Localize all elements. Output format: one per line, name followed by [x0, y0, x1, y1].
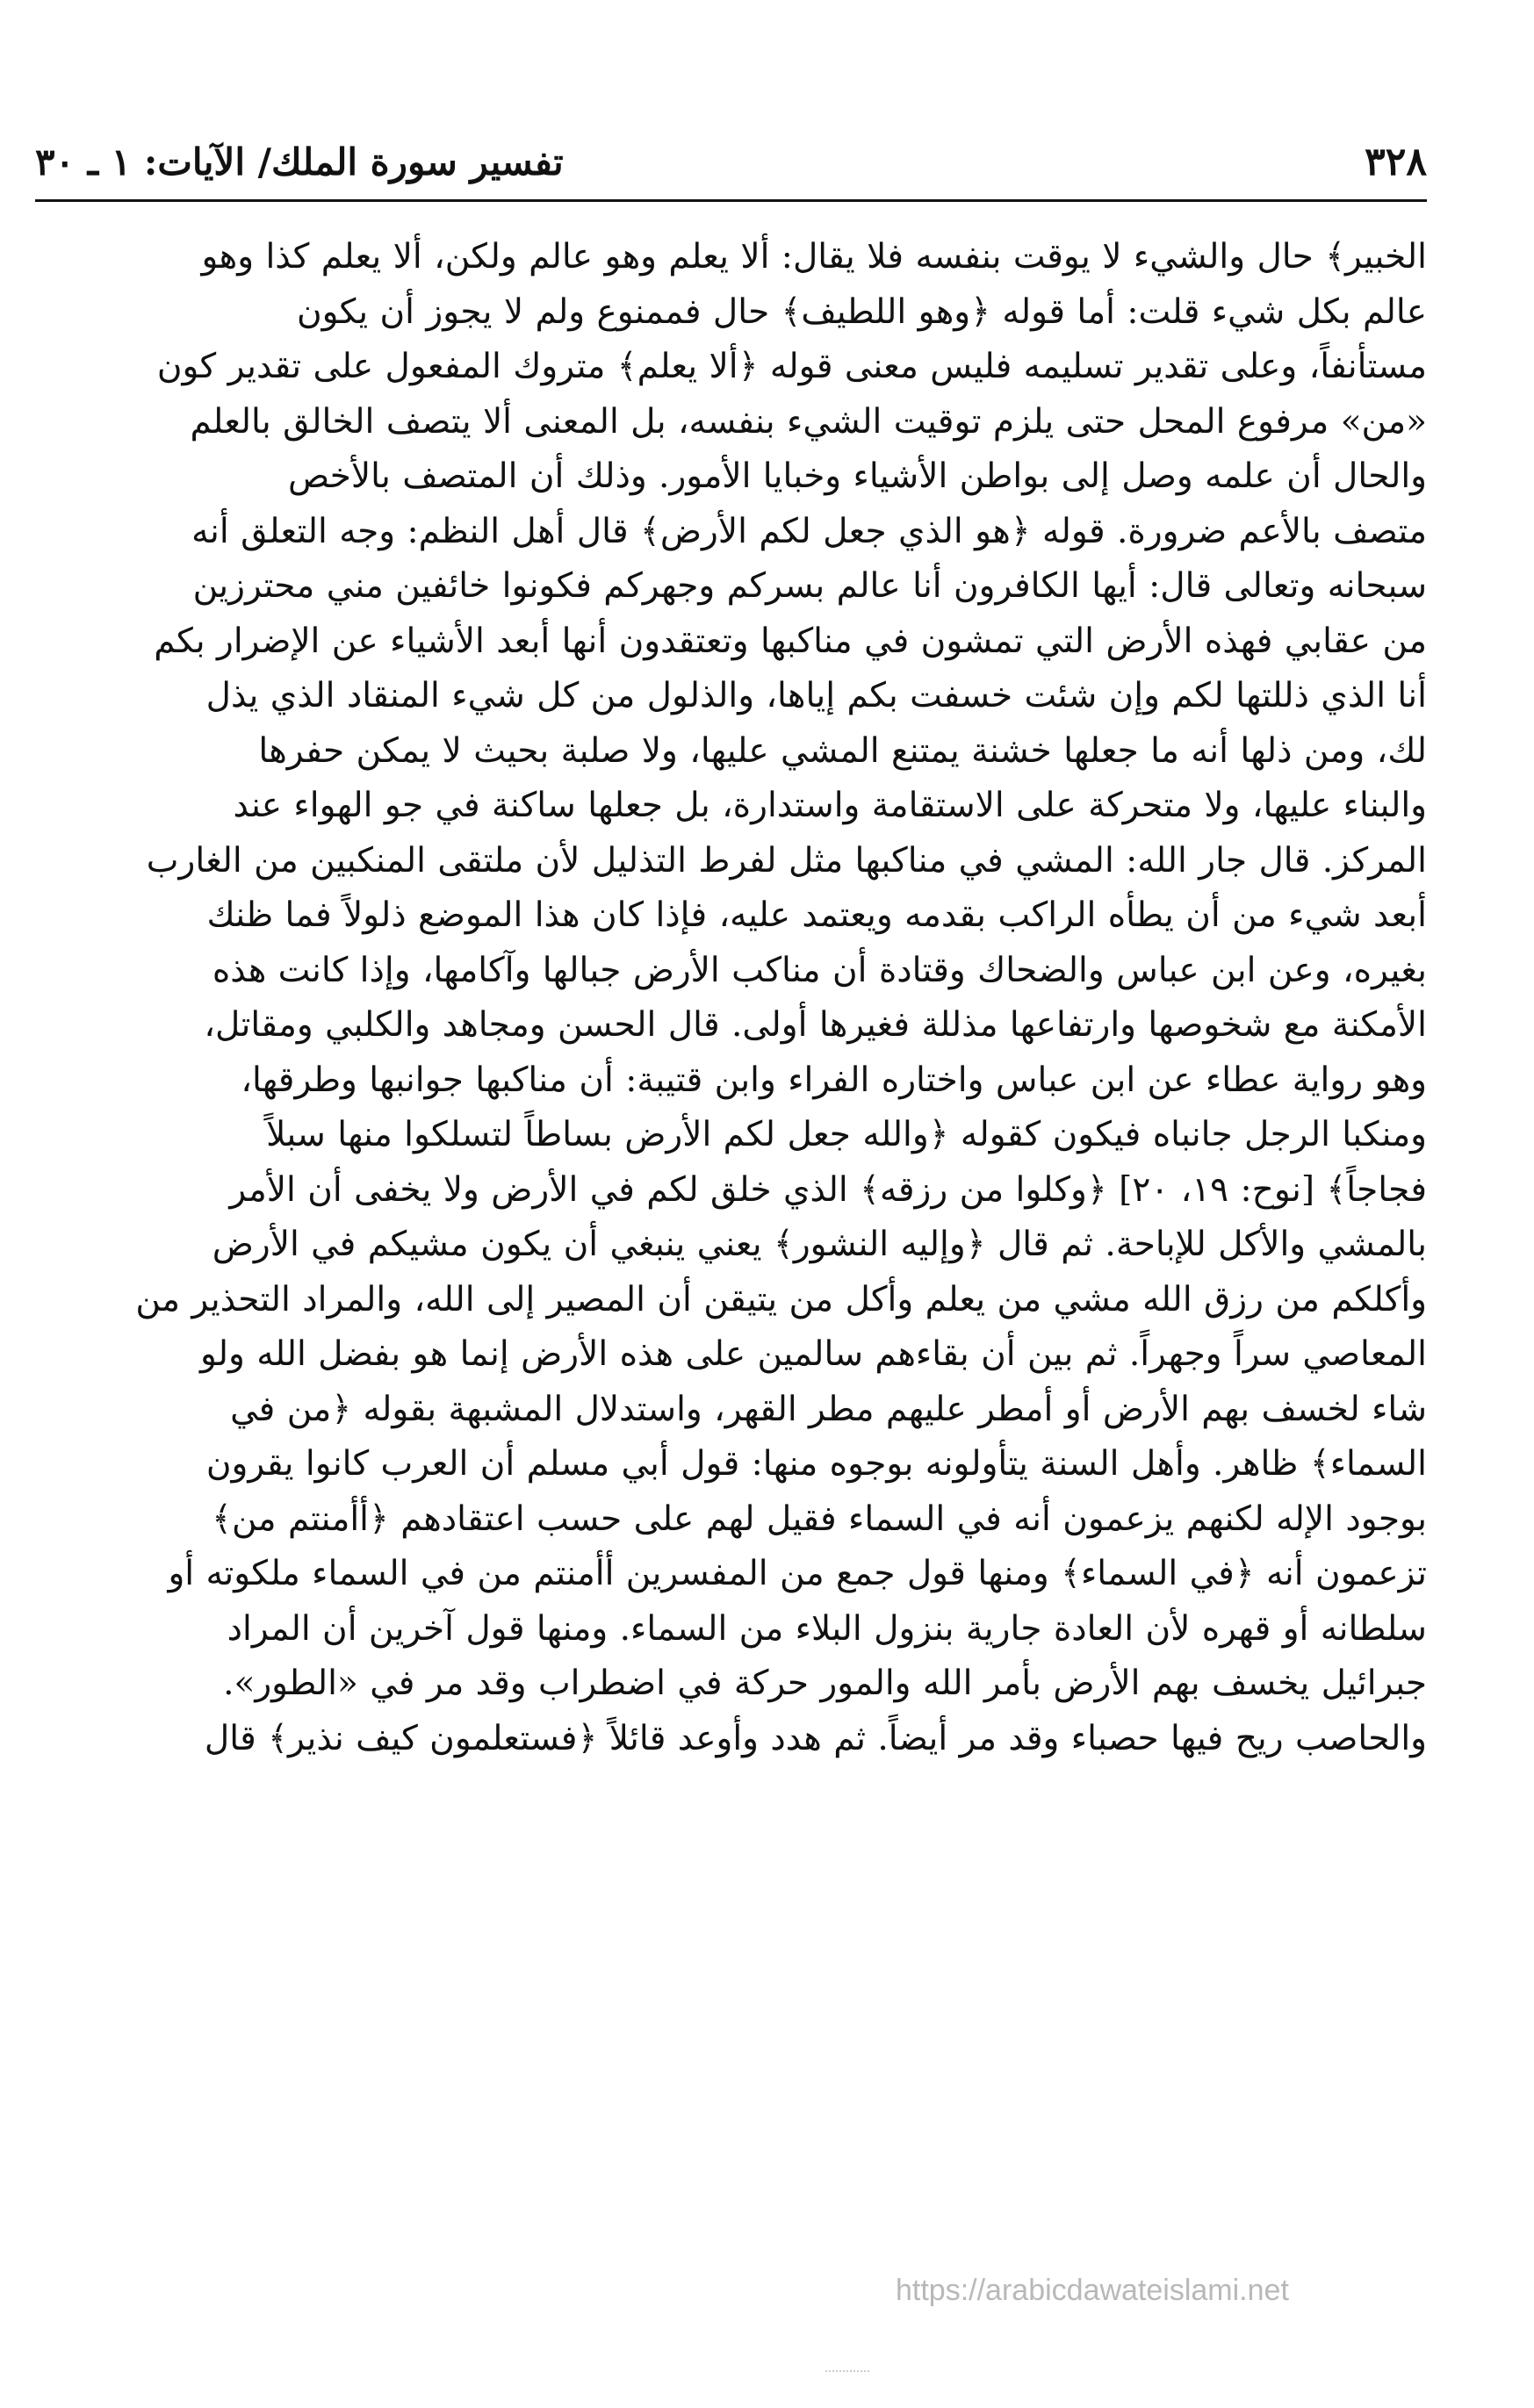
text-line: والحاصب ريح فيها حصباء وقد مر أيضاً. ثم هدد وأوعد قائلاً ﴿فستعلمون كيف نذير﴾ قال [204, 1718, 1427, 1758]
text-line: بغيره، وعن ابن عباس والضحاك وقتادة أن مناكب الأرض جبالها وآكامها، وإذا كانت هذه [212, 950, 1427, 990]
text-line: متصف بالأعم ضرورة. قوله ﴿هو الذي جعل لكم الأرض﴾ قال أهل النظم: وجه التعلق أنه [191, 511, 1427, 551]
text-line: والبناء عليها، ولا متحركة على الاستقامة واستدارة، بل جعلها ساكنة في جو الهواء عند [233, 786, 1427, 825]
text-line: تزعمون أنه ﴿في السماء﴾ ومنها قول جمع من المفسرين أأمنتم من في السماء ملكوته أو [168, 1554, 1427, 1593]
text-line: «من» مرفوع المحل حتى يلزم توقيت الشيء بنفسه، بل المعنى ألا يتصف الخالق بالعلم [190, 401, 1427, 442]
text-line: وأكلكم من رزق الله مشي من يعلم وأكل من يتيقن أن المصير إلى الله، والمراد التحذير من [135, 1279, 1427, 1319]
text-line: بالمشي والأكل للإباحة. ثم قال ﴿وإليه النشور﴾ يعني ينبغي أن يكون مشيكم في الأرض [212, 1225, 1427, 1264]
text-line: شاء لخسف بهم الأرض أو أمطر عليهم مطر القهر، واستدلال المشبهة بقوله ﴿من في [230, 1389, 1427, 1429]
footer-mark [825, 2370, 869, 2372]
page-header [35, 136, 1427, 194]
text-line: الخبير﴾ حال والشيء لا يوقت بنفسه فلا يقال: ألا يعلم وهو عالم ولكن، ألا يعلم كذا وهو [201, 237, 1427, 277]
text-line: بوجود الإله لكنهم يزعمون أنه في السماء فقيل لهم على حسب اعتقادهم ﴿أأمنتم من﴾ [212, 1499, 1427, 1539]
running-title: تفسير سورة الملك/ الآيات: ١ ـ ٣٠ [35, 140, 564, 183]
watermark: https://arabicdawateislami.net [896, 2274, 1289, 2307]
text-line: ومنكبا الرجل جانباه فيكون كقوله ﴿والله جعل لكم الأرض بساطاً لتسلكوا منها سبلاً [266, 1115, 1427, 1154]
text-line: الأمكنة مع شخوصها وارتفاعها مذللة فغيرها أولى. قال الحسن ومجاهد والكلبي ومقاتل، [204, 1005, 1427, 1045]
text-line: لك، ومن ذلها أنه ما جعلها خشنة يمتنع المشي عليها، ولا صلبة بحيث لا يمكن حفرها [258, 730, 1427, 771]
text-line: فجاجاً﴾ [نوح: ١٩، ٢٠] ﴿وكلوا من رزقه﴾ الذي خلق لكم في الأرض ولا يخفى أن الأمر [229, 1169, 1427, 1210]
text-line: المركز. قال جار الله: المشي في مناكبها مثل لفرط التذليل لأن ملتقى المنكبين من الغارب [146, 840, 1427, 881]
body-text [35, 230, 1427, 1766]
text-line: وهو رواية عطاء عن ابن عباس واختاره الفراء وابن قتيبة: أن مناكبها جوانبها وطرقها، [241, 1060, 1427, 1100]
text-line: والحال أن علمه وصل إلى بواطن الأشياء وخبايا الأمور. وذلك أن المتصف بالأخص [287, 456, 1427, 496]
text-line: عالم بكل شيء قلت: أما قوله ﴿وهو اللطيف﴾ حال فممنوع ولم لا يجوز أن يكون [296, 291, 1427, 332]
text-line: سبحانه وتعالى قال: أيها الكافرون أنا عالم بسركم وجهركم فكونوا خائفين مني محترزين [192, 566, 1427, 606]
text-line: سلطانه أو قهره لأن العادة جارية بنزول البلاء من السماء. ومنها قول آخرين أن المراد [227, 1608, 1427, 1649]
header-rule [35, 199, 1427, 202]
text-line: جبرائيل يخسف بهم الأرض بأمر الله والمور حركة في اضطراب وقد مر في «الطور». [223, 1664, 1427, 1703]
text-line: السماء﴾ ظاهر. وأهل السنة يتأولونه بوجوه منها: قول أبي مسلم أن العرب كانوا يقرون [205, 1444, 1427, 1484]
text-line: أبعد شيء من أن يطأه الراكب بقدمه ويعتمد عليه، فإذا كان هذا الموضع ذلولاً فما ظنك [206, 895, 1427, 935]
text-line: المعاصي سراً وجهراً. ثم بين أن بقاءهم سالمين على هذه الأرض إنما هو بفضل الله ولو [199, 1334, 1427, 1374]
page-number: ٣٢٨ [1365, 140, 1427, 184]
text-line: أنا الذي ذللتها لكم وإن شئت خسفت بكم إياها، والذلول من كل شيء المنقاد الذي يذل [205, 676, 1427, 715]
text-line: مستأنفاً، وعلى تقدير تسليمه فليس معنى قوله ﴿ألا يعلم﴾ متروك المفعول على تقدير كون [156, 347, 1427, 386]
text-line: من عقابي فهذه الأرض التي تمشون في مناكبها وتعتقدون أنها أبعد الأشياء عن الإضرار بكم [154, 621, 1427, 661]
